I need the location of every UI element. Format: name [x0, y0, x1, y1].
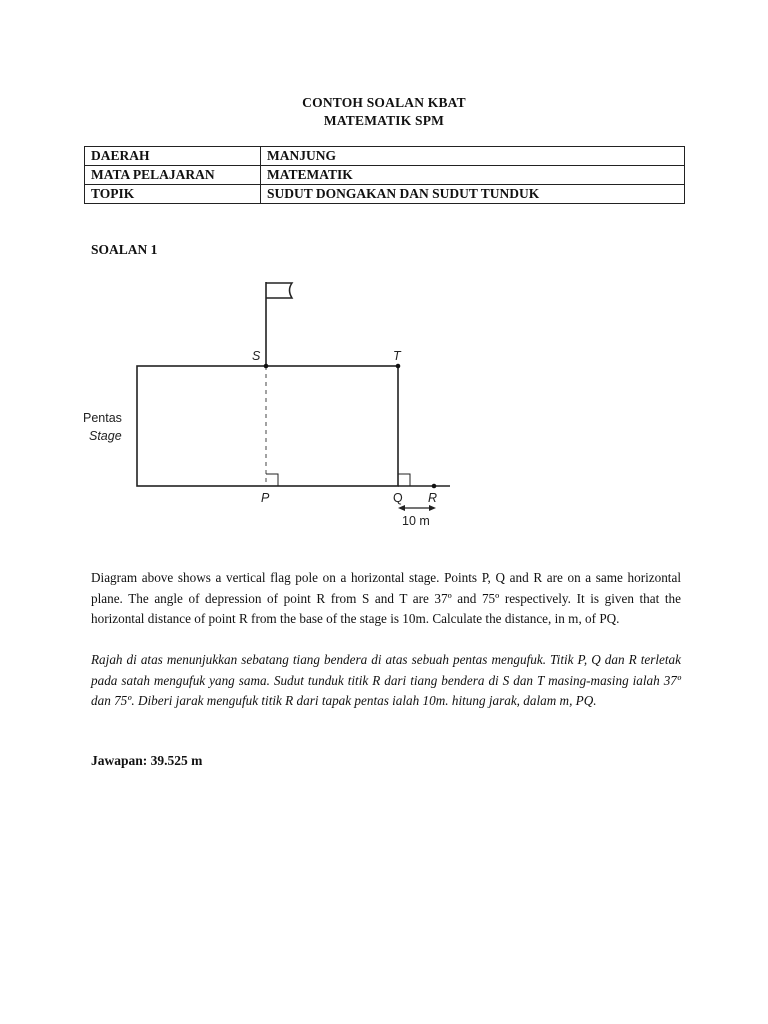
question-text-malay: Rajah di atas menunjukkan sebatang tiang bendera di atas sebuah pentas mengufuk. Titik P, Q dan R terletak pada satah mengufuk yang sama. Sudut tunduk titik R dari tiang bendera di S dan T masing-masing ialah 37º dan 75º. Diberi jarak mengufuk titik R dari tapak pentas ialah 10m. hitung jarak, dalam m, PQ. — [91, 652, 681, 708]
stage-label-malay: Pentas — [83, 411, 122, 425]
table-key-subject: MATA PELAJARAN — [85, 166, 261, 185]
flag-icon — [266, 283, 292, 298]
right-angle-p — [266, 474, 278, 486]
flagpole-stage-diagram — [80, 270, 480, 535]
table-value-topic: SUDUT DONGAKAN DAN SUDUT TUNDUK — [261, 185, 685, 204]
table-row — [85, 185, 685, 204]
label-s: S — [252, 349, 261, 363]
document-subtitle: MATEMATIK SPM — [323, 113, 445, 128]
arrow-right-icon — [429, 505, 436, 511]
question-label: SOALAN 1 — [91, 242, 158, 257]
label-r: R — [428, 491, 438, 505]
question-text-english: Diagram above shows a vertical flag pole on a horizontal stage. Points P, Q and R are on a same horizontal plane. The angle of depression of point R from S and T are 37º and 75º respectively. It is given that the horizontal distance of point R from the base of the stage is 10m. Calculate the distance, in m, of PQ. — [91, 570, 681, 626]
label-t: T — [393, 349, 401, 363]
point-t-dot — [396, 364, 401, 369]
document-title: CONTOH SOALAN KBAT — [302, 95, 466, 110]
point-r-dot — [432, 484, 437, 489]
right-angle-q — [398, 474, 410, 486]
arrow-left-icon — [398, 505, 405, 511]
table-row — [85, 166, 685, 185]
stage-rectangle — [137, 366, 398, 486]
answer-text: Jawapan: 39.525 m — [91, 753, 203, 768]
distance-label: 10 m — [402, 514, 430, 528]
table-key-topic: TOPIK — [85, 185, 261, 204]
table-row — [85, 147, 685, 166]
label-q: Q — [393, 491, 403, 505]
point-s-dot — [264, 364, 269, 369]
table-value-subject: MATEMATIK — [261, 166, 685, 185]
label-p: P — [261, 491, 270, 505]
table-value-daerah: MANJUNG — [261, 147, 685, 166]
table-key-daerah: DAERAH — [85, 147, 261, 166]
info-table — [84, 146, 685, 204]
stage-label-english: Stage — [89, 429, 122, 443]
